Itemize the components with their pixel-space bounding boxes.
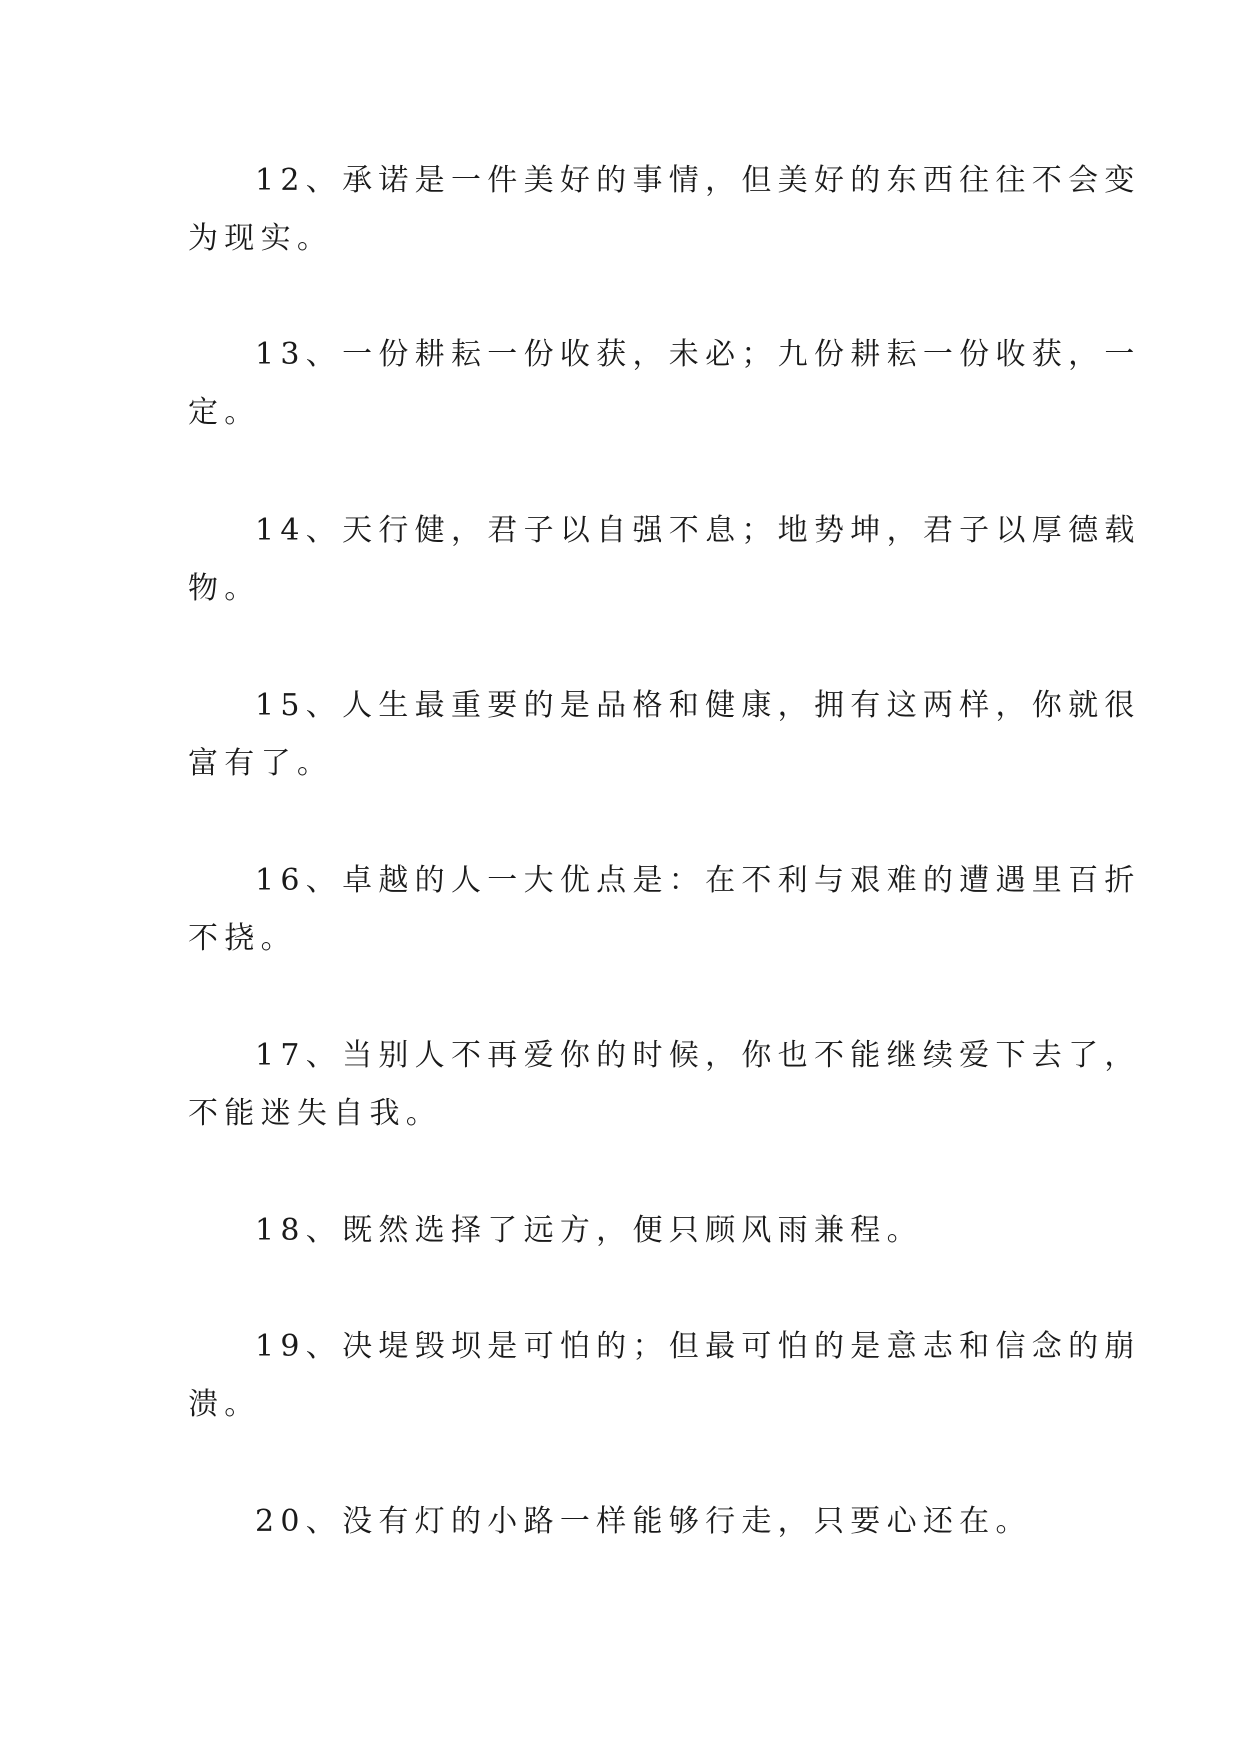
paragraph-item-18 (188, 1202, 1058, 1260)
paragraph-line: 19、决堤毁坝是可怕的；但最可怕的是意志和信念的崩 (255, 1329, 1141, 1364)
paragraph-item-13 (188, 326, 1141, 442)
paragraph-line: 溃。 (188, 1387, 261, 1422)
paragraph-line: 不挠。 (188, 921, 297, 956)
paragraph-item-14 (188, 502, 1141, 618)
paragraph-line: 16、卓越的人一大优点是：在不利与艰难的遭遇里百折 (255, 863, 1141, 898)
paragraph-line: 17、当别人不再爱你的时候，你也不能继续爱下去了， (255, 1038, 1141, 1073)
paragraph-item-16 (188, 852, 1141, 968)
paragraph-line: 18、既然选择了远方，便只顾风雨兼程。 (255, 1213, 923, 1248)
paragraph-line: 15、人生最重要的是品格和健康，拥有这两样，你就很 (255, 688, 1141, 723)
paragraph-line: 定。 (188, 395, 261, 430)
paragraph-line: 为现实。 (188, 221, 334, 256)
paragraph-line: 14、天行健，君子以自强不息；地势坤，君子以厚德载 (255, 513, 1141, 548)
paragraph-line: 20、没有灯的小路一样能够行走，只要心还在。 (255, 1504, 1032, 1539)
paragraph-line: 13、一份耕耘一份收获，未必；九份耕耘一份收获，一 (255, 337, 1141, 372)
paragraph-line: 不能迷失自我。 (188, 1096, 443, 1131)
paragraph-item-12 (188, 152, 1141, 268)
paragraph-item-17 (188, 1027, 1141, 1143)
paragraph-line: 12、承诺是一件美好的事情，但美好的东西往往不会变 (255, 163, 1141, 198)
paragraph-item-19 (188, 1318, 1141, 1434)
paragraph-line: 物。 (188, 571, 261, 606)
paragraph-item-15 (188, 677, 1141, 793)
paragraph-line: 富有了。 (188, 746, 334, 781)
paragraph-item-20 (188, 1493, 1058, 1551)
